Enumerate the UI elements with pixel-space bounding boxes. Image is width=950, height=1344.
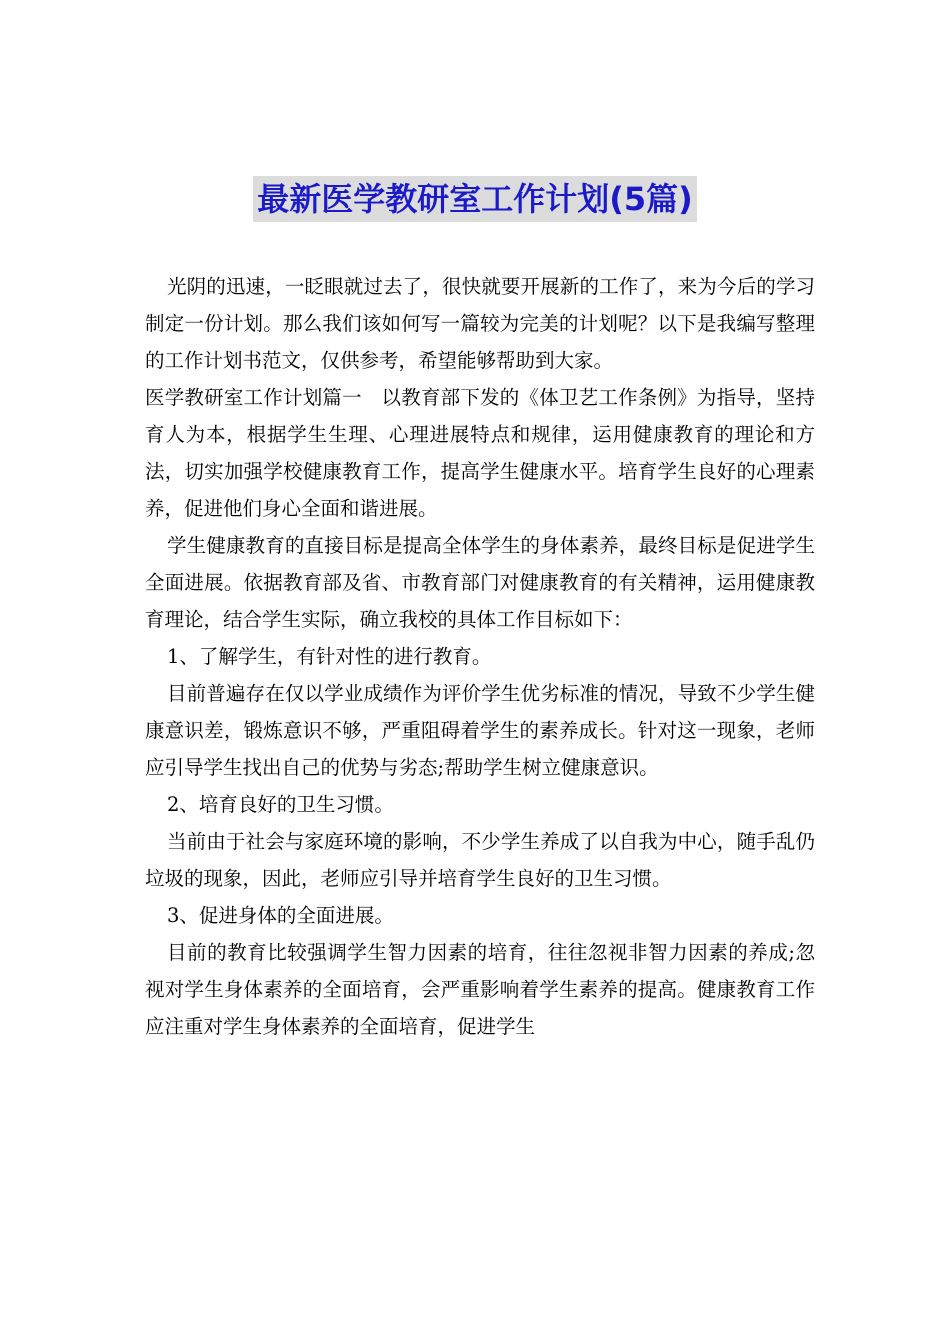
list-item-heading: 3、促进身体的全面进展。 bbox=[167, 904, 394, 927]
document-title: 最新医学教研室工作计划(5篇) bbox=[253, 176, 697, 222]
paragraph-item-two: 当前由于社会与家庭环境的影响，不少学生养成了以自我为中心，随手乱仍垃圾的现象，因此，老师应引导并培育学生良好的卫生习惯。 bbox=[145, 830, 815, 890]
document-body bbox=[145, 268, 815, 1045]
paragraph-goals: 学生健康教育的直接目标是提高全体学生的身体素养，最终目标是促进学生全面进展。依据教育部及省、市教育部门对健康教育的有关精神，运用健康教育理论，结合学生实际，确立我校的具体工作目标如下： bbox=[145, 534, 815, 631]
paragraph-intro: 光阴的迅速，一眨眼就过去了，很快就要开展新的工作了，来为今后的学习制定一份计划。那么我们该如何写一篇较为完美的计划呢？以下是我编写整理的工作计划书范文，仅供参考，希望能够帮助到大家。 bbox=[145, 275, 815, 372]
title-container bbox=[0, 176, 950, 222]
paragraph-item-one: 目前普遍存在仅以学业成绩作为评价学生优劣标准的情况，导致不少学生健康意识差，锻炼意识不够，严重阻碍着学生的素养成长。针对这一现象，老师应引导学生找出自己的优势与劣态;帮助学生树立健康意识。 bbox=[145, 682, 815, 779]
list-item-heading: 2、培育良好的卫生习惯。 bbox=[167, 793, 394, 816]
paragraph-item-three: 目前的教育比较强调学生智力因素的培育，往往忽视非智力因素的养成;忽视对学生身体素养的全面培育，会严重影响着学生素养的提高。健康教育工作应注重对学生身体素养的全面培育，促进学生 bbox=[145, 941, 815, 1038]
list-item-heading: 1、了解学生，有针对性的进行教育。 bbox=[167, 645, 492, 668]
paragraph-section-one: 医学教研室工作计划篇一 以教育部下发的《体卫艺工作条例》为指导，坚持育人为本，根据学生生理、心理进展特点和规律，运用健康教育的理论和方法，切实加强学校健康教育工作，提高学生健康水平。培育学生良好的心理素养，促进他们身心全面和谐进展。 bbox=[145, 386, 815, 520]
